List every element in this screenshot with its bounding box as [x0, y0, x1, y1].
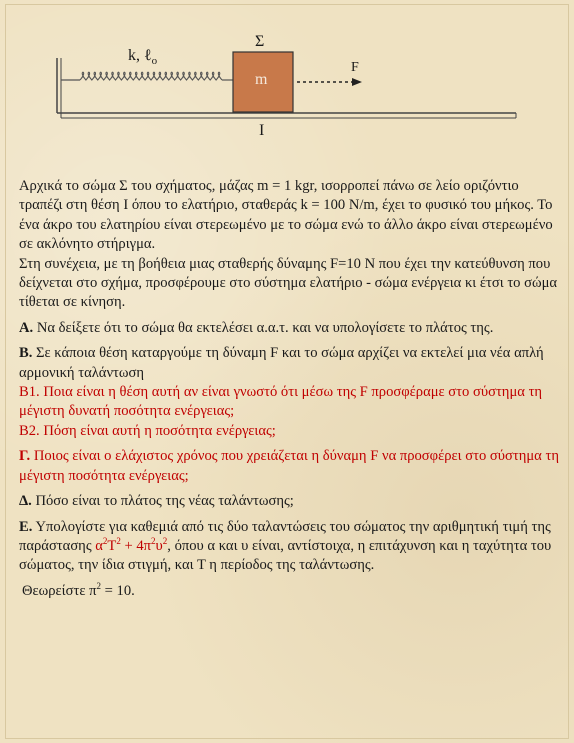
spring-label: k, ℓ$_o$: [128, 47, 158, 68]
question-b1: Β1. Ποια είναι η θέση αυτή αν είναι γνωστό ότι μέσω της F προσφέραμε στο σύστημα τη μέγιστη δυνατή ποσότητα ενέργειας;: [19, 384, 543, 420]
problem-text: [19, 177, 564, 601]
question-a-label: Α.: [19, 319, 34, 336]
question-b-text: Σε κάποια θέση καταργούμε τη δύναμη F και το σώμα αρχίζει να εκτελεί μια νέα απλή αρμονική ταλάντωση: [19, 345, 544, 381]
question-e-label: Ε.: [19, 518, 33, 535]
force-label: F: [351, 60, 359, 75]
position-i-label: Ι: [259, 122, 265, 139]
mass-label: m: [255, 71, 268, 88]
question-g: [19, 447, 564, 486]
question-a: [19, 319, 564, 338]
intro-paragraph-2: Στη συνέχεια, με τη βοήθεια μιας σταθερής δύναμης F=10 N που έχει την κατεύθυνση που δείχνεται στο σχήμα, προσφέρουμε στο σύστημα ελατήριο - σώμα ενέργεια κι έτσι το σώμα τίθεται σε κίνηση.: [19, 255, 558, 311]
question-d-text: Πόσο είναι το πλάτος της νέας ταλάντωσης;: [31, 493, 294, 510]
intro-paragraph-1: Αρχικά το σώμα Σ του σχήματος, μάζας m = 1 kgr, ισορροπεί πάνω σε λείο οριζόντιο τραπέζι στη θέση Ι όπου το ελατήριο, σταθεράς k = 100 N/m, έχει το φυσικό του μήκος. Το ένα άκρο του ελατηρίου είναι στερεωμένο με το σώμα ενώ το άλλο άκρο είναι στερεωμένο σε ακλόνητο στήριγμα.: [19, 178, 553, 253]
question-a-text: Να δείξετε ότι το σώμα θα εκτελέσει α.α.τ. και να υπολογίσετε το πλάτος της.: [33, 319, 494, 336]
spring-label-subscript: o: [151, 55, 158, 68]
question-b2: Β2. Πόση είναι αυτή η ποσότητα ενέργειας;: [19, 422, 276, 439]
body-sigma-label: Σ: [255, 33, 265, 50]
spring-coil: [80, 72, 222, 80]
question-b-label: Β.: [19, 345, 33, 362]
question-b: [19, 344, 564, 383]
physics-figure: [0, 0, 574, 150]
question-g-text: Ποιος είναι ο ελάχιστος χρόνος που χρειάζεται η δύναμη F να προσφέρει στο σύστημα τη μέγιστη ποσότητα ενέργειας;: [19, 448, 559, 484]
note-pi: Θεωρείστε $\pi^2 = 10$.: [22, 580, 135, 599]
question-e: [19, 518, 564, 576]
question-g-label: Γ.: [19, 448, 31, 465]
question-e-text-after: , όπου α και υ είναι, αντίστοιχα, η επιτάχυνση και η ταχύτητα του σώματος, την ίδια στιγμή, και Τ η περίοδος της ταλάντωσης.: [19, 537, 552, 574]
question-e-text-before: Υπολογίστε για καθεμιά από τις δύο ταλαντώσεις του σώματος την αριθμητική τιμή της παράστασης: [19, 518, 551, 554]
question-d: [19, 492, 564, 511]
spring-mass-diagram: [0, 0, 574, 150]
force-arrow-head: [352, 78, 362, 86]
question-d-label: Δ.: [19, 493, 32, 510]
question-e-expression: $\alpha^2T^2 + 4\pi^2\upsilon^2$: [95, 535, 168, 554]
